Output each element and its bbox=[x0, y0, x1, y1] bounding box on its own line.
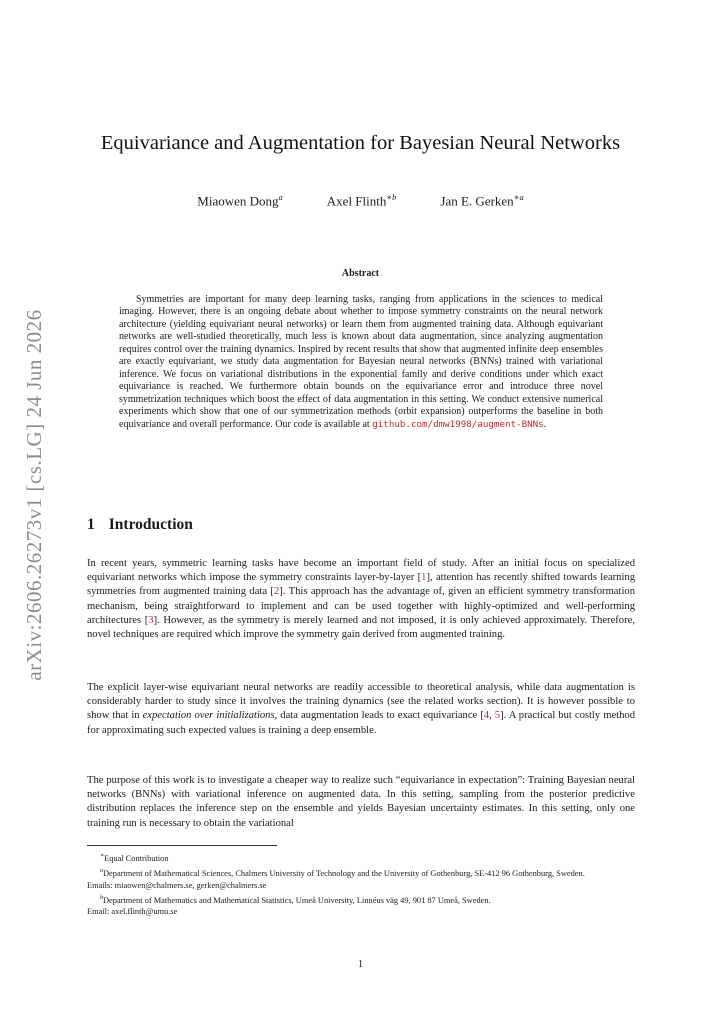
author: Axel Flinth$^{∗b}$ bbox=[326, 192, 397, 209]
arxiv-identifier: arXiv:2606.26273v1 [cs.LG] 24 Jun 2026 bbox=[22, 309, 46, 681]
intro-paragraph-3: The purpose of this work is to investigate a cheaper way to realize such “equivariance in expectation”: Training Bayesian neural networks (BNNs) with variational inference on augmented data. In this setting, sampling from the posterior predictive distribution replaces the inference step on the ensemble and yields Bayesian uncertainty estimates. In this setting, only one training run is necessary to obtain the variational bbox=[87, 775, 635, 829]
citation-link[interactable]: 4 bbox=[483, 710, 490, 722]
citation-link[interactable]: 2 bbox=[273, 586, 280, 598]
footnotes bbox=[87, 850, 635, 918]
intro-paragraph-2: The explicit layer-wise equivariant neural networks are readily accessible to theoretical analysis, while data augmentation is considerably harder to study since it involves the training dynamics (see the related works section). It is however possible to show that in expectation over initializations, data augmentation leads to exact equivariance [4, 5]. A practical but costly method for approximating such expected values is training a deep ensemble. bbox=[87, 682, 635, 736]
author: Miaowen Dong$^a$ bbox=[197, 192, 283, 209]
citation-link[interactable]: 1 bbox=[421, 572, 427, 584]
abstract-body: Symmetries are important for many deep learning tasks, ranging from applications in the sciences to medical imaging. However, there is an ongoing debate about whether to impose symmetry constraints on the neural network architecture (yielding equivariant neural networks) or learn them from augmented training data. Although equivariant networks are well-studied theoretically, much less is known about data augmentation, since analyzing augmentation requires control over the training dynamics. Inspired by recent results that show that augmented infinite deep ensembles are exactly equivariant, we study data augmentation for Bayesian neural networks (BNNs) trained with variational inference. We focus on variational distributions in the exponential family and derive conditions under which exact equivariance is reached. We furthermore obtain bounds on the equivariance error and introduce three novel symmetrization techniques which boost the effect of data augmentation in this setting. We conduct extensive numerical experiments which show that one of our symmetrization methods (orbit expansion) outperforms the baseline in both equivariance and overall performance. Our code is available at github.com/dmw1998/augment-BNNs. bbox=[119, 294, 603, 430]
section-title: Introduction bbox=[108, 516, 193, 533]
paper-title: Equivariance and Augmentation for Bayesian Neural Networks bbox=[100, 132, 621, 154]
abstract-heading: Abstract bbox=[341, 268, 380, 279]
footnote-affiliation-b: $^b$Department of Mathematics and Mathematical Statistics, Umeå University, Linnéus väg 49, 901 87 Umeå, Sweden. bbox=[100, 894, 491, 905]
footnote-affiliation-a: $^a$Department of Mathematical Sciences, Chalmers University of Technology and the University of Gothenburg, SE-412 96 Gothenburg, Sweden. bbox=[100, 867, 585, 878]
code-link[interactable]: github.com/dmw1998/augment-BNNs bbox=[372, 418, 544, 430]
footnote-equal-contribution: ∗Equal Contribution bbox=[100, 853, 169, 863]
footnote-email-b: Email: axel.flinth@umu.se bbox=[87, 907, 178, 917]
section-heading-introduction bbox=[87, 516, 193, 534]
footnote-rule bbox=[87, 845, 277, 846]
citation-link[interactable]: 3 bbox=[148, 614, 154, 626]
author-list bbox=[0, 192, 721, 209]
citation-link[interactable]: 5 bbox=[494, 710, 501, 722]
author: Jan E. Gerken$^{∗a}$ bbox=[440, 192, 524, 209]
intro-paragraph-1: In recent years, symmetric learning tasks have become an important field of study. After an initial focus on specialized equivariant networks which impose the symmetry constraints layer-by-layer [1], attention has recently shifted towards learning symmetries from augmented training data [2]. This approach has the advantage of, given an efficient symmetry transformation mechanism, being straightforward to implement and can be used together with highly-optimized and well-performing architectures [3]. However, as the symmetry is merely learned and not imposed, it is only achieved approximately. Therefore, novel techniques are required which improve the symmetry gain derived from augmented training. bbox=[87, 558, 636, 641]
section-number: 1 bbox=[87, 516, 95, 533]
footnote-emails-a: Emails: miaowen@chalmers.se, gerken@chalmers.se bbox=[87, 880, 267, 890]
page-number: 1 bbox=[357, 959, 364, 970]
